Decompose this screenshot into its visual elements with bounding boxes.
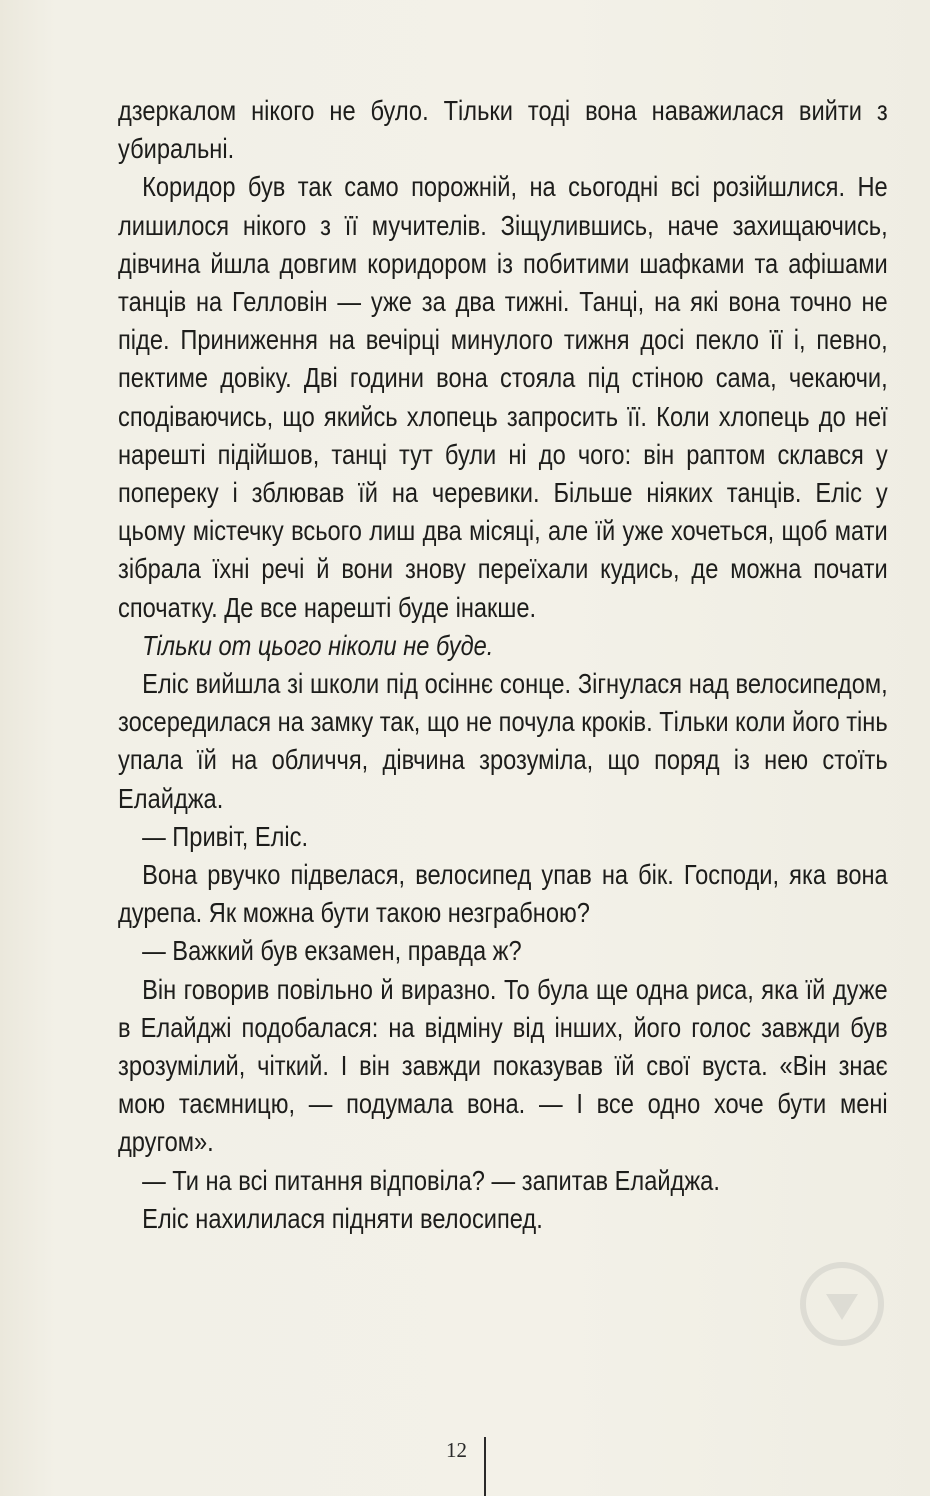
paragraph-6: Вона рвучко підвелася, велосипед упав на бік. Господи, яка вона дурепа. Як можна бути такою незграбною?: [118, 859, 888, 929]
body-text: [118, 92, 888, 1238]
page-number-divider: [484, 1437, 486, 1496]
paragraph-2: Коридор був так само порожній, на сьогодні всі розійшлися. Не лишилося нікого з її мучителів. Зіщулившись, наче захищаючись, дівчина йшла довгим коридором із побитими шафками та афішами танців на Гелловін — уже за два тижні. Танці, на які вона точно не піде. Приниження на вечірці минулого тижня досі пекло її і, певно, пектиме довіку. Дві години вона стояла під стіною сама, чекаючи, сподіваючись, що якийсь хлопець запросить її. Коли хлопець до неї нарешті підійшов, танці тут були ні до чого: він раптом склався у поперeку і зблював їй на черевики. Більше ніяких танців. Еліс у цьому містечку всього лиш два місяці, але їй уже хочеться, щоб мати зібрала їхні речі й вони знову переїхали кудись, де можна почати спочатку. Де все нарешті буде інакше.: [118, 171, 888, 623]
page-number: 12: [446, 1438, 467, 1462]
paragraph-10: Еліс нахилилася підняти велосипед.: [142, 1202, 543, 1234]
paragraph-3: Тільки от цього ніколи не буде.: [142, 629, 494, 661]
paragraph-5: — Привіт, Еліс.: [142, 820, 309, 852]
watermark-icon: [800, 1262, 884, 1346]
paragraph-1: дзеркалом нікого не було. Тільки тоді вона наважилася вийти з убиральні.: [118, 95, 888, 165]
paragraph-9: — Ти на всі питання відповіла? — запитав Елайджа.: [142, 1164, 720, 1196]
paragraph-8: Він говорив повільно й виразно. То була ще одна риса, яка їй дуже в Елайджі подобалася: на відміну від інших, його голос завжди був зрозумілий, чіткий. І він завжди показував їй свої вуста. «Він знає мою таємницю, — подумала вона. — І все одно хоче бути мені другом».: [118, 973, 888, 1158]
paragraph-7: — Важкий був екзамен, правда ж?: [142, 935, 522, 967]
paragraph-4: Еліс вийшла зі школи під осіннє сонце. Зігнулася над велосипедом, зосередилася на замку так, що не почула кроків. Тільки коли його тінь упала їй на обличчя, дівчина зрозуміла, що поряд із нею стоїть Елайджа.: [118, 668, 888, 814]
